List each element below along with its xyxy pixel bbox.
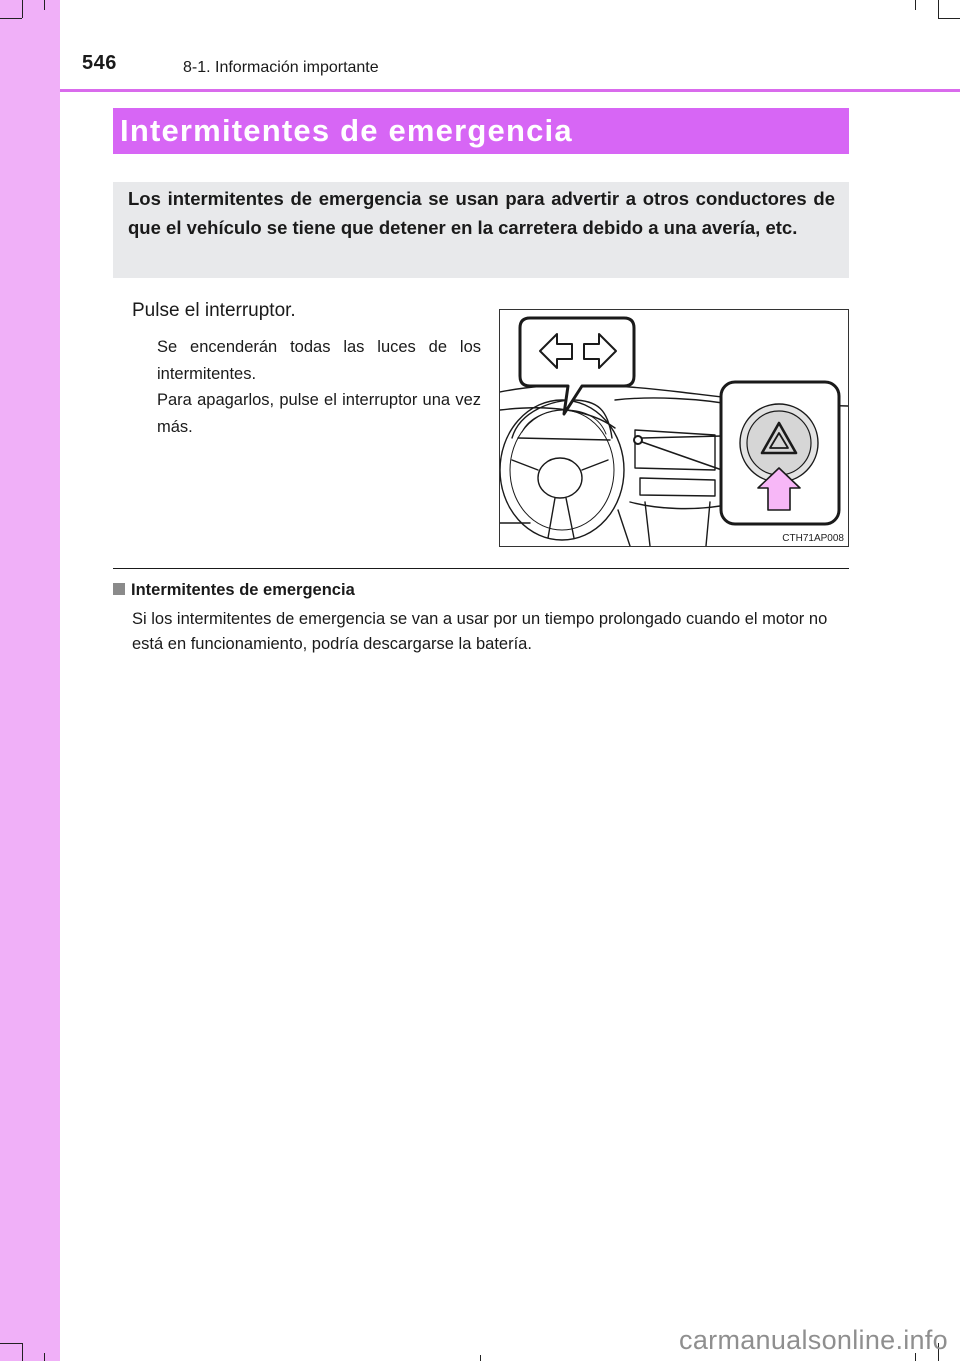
- instrument-cluster: [518, 438, 610, 440]
- steering-wheel: [500, 400, 624, 540]
- crop-mark: [938, 18, 960, 19]
- crop-mark: [0, 18, 22, 19]
- watermark: carmanualsonline.info: [679, 1325, 948, 1355]
- crop-mark: [938, 0, 939, 18]
- pointer-line: [642, 436, 722, 438]
- pointer-line: [642, 442, 722, 470]
- crop-mark: [22, 1343, 23, 1361]
- center-console: [640, 478, 715, 496]
- center-console: [645, 502, 650, 546]
- step-instruction: Pulse el interruptor.: [132, 300, 296, 321]
- crop-mark: [0, 1343, 22, 1344]
- steering-wheel: [510, 410, 614, 530]
- note-title-text: Intermitentes de emergencia: [131, 581, 355, 599]
- note-title: [113, 581, 355, 600]
- bullet-square-icon: [113, 583, 125, 595]
- page-title: Intermitentes de emergencia: [120, 113, 573, 148]
- hazard-switch-illustration: [499, 309, 849, 547]
- title-bar: [113, 108, 849, 154]
- page-number: 546: [82, 52, 117, 74]
- section-label: 8-1. Información importante: [183, 59, 379, 76]
- step-detail: [157, 334, 481, 440]
- crop-mark: [22, 0, 23, 18]
- header-rule: [60, 89, 960, 92]
- steering-wheel-spoke: [548, 498, 555, 538]
- floor-line: [618, 510, 630, 546]
- note-body: Si los intermitentes de emergencia se van a usar por un tiempo prolongado cuando el motor no está en funcionamiento, podría descargarse la batería.: [132, 610, 828, 653]
- steering-wheel-spoke: [512, 460, 538, 470]
- side-strip: [0, 0, 60, 1361]
- crop-mark: [44, 1353, 45, 1361]
- intro-box: [113, 182, 849, 278]
- step-detail-line: Se encenderán todas las luces de los intermitentes.: [157, 338, 481, 383]
- center-console: [706, 502, 710, 546]
- hazard-button: [747, 411, 811, 475]
- instrument-cluster: [512, 400, 612, 438]
- center-console: [630, 502, 720, 509]
- steering-wheel-hub: [538, 458, 582, 498]
- step-detail-line: Para apagarlos, pulse el interruptor una vez más.: [157, 391, 481, 436]
- steering-wheel-spoke: [566, 498, 574, 538]
- switch-location-dot: [634, 436, 642, 444]
- intro-text: Los intermitentes de emergencia se usan para advertir a otros conductores de que el vehículo se tiene que detener en la carretera debido a una avería, etc.: [128, 188, 835, 238]
- crop-mark: [915, 0, 916, 10]
- section-divider: [113, 568, 849, 569]
- image-code: CTH71AP008: [782, 533, 844, 544]
- crop-mark: [480, 1355, 481, 1361]
- steering-wheel-spoke: [582, 460, 608, 470]
- dashboard-drawing: [500, 310, 848, 546]
- crop-mark: [44, 0, 45, 10]
